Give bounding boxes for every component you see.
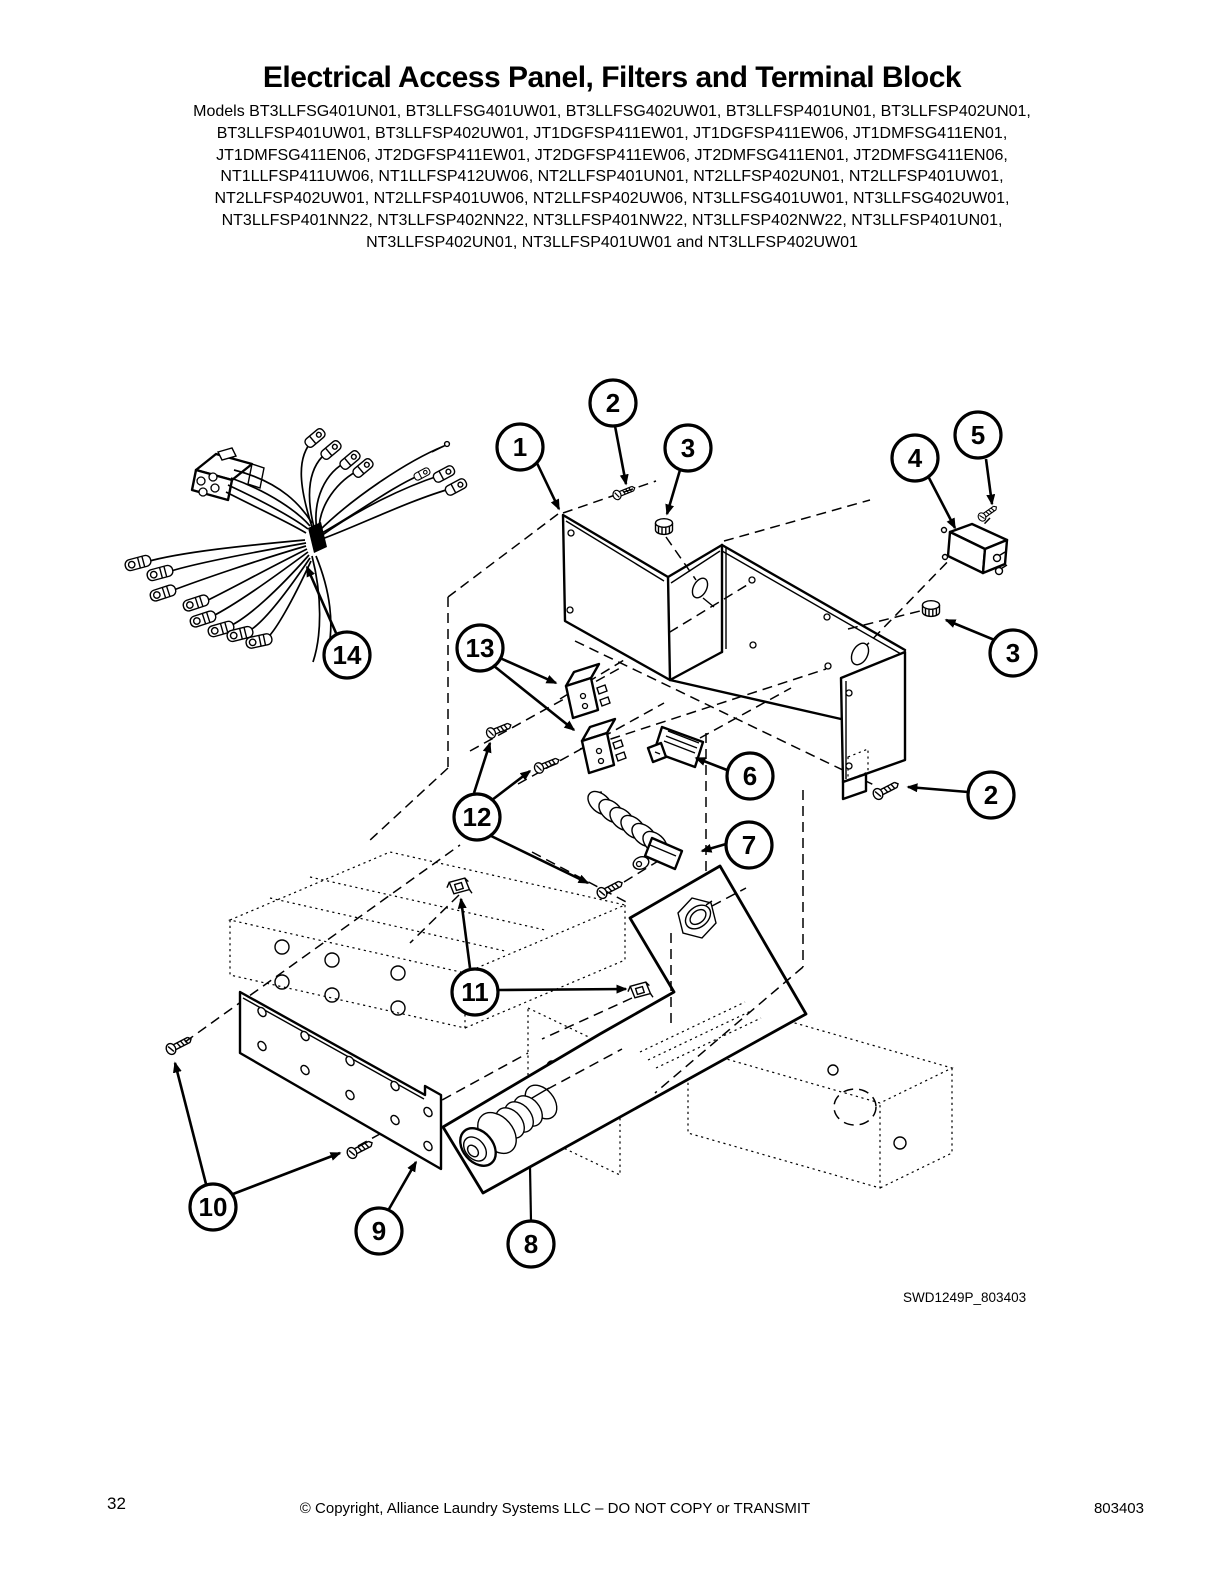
callout-5 [955, 412, 1001, 458]
svg-text:3: 3 [680, 433, 696, 463]
screw-12b [533, 755, 561, 775]
callout-3 [665, 425, 711, 471]
callout-4 [892, 435, 938, 481]
callout-1 [497, 424, 543, 470]
models-line-4: NT1LLFSP411UW06, NT1LLFSP412UW06, NT2LLFSP401UN01, NT2LLFSP402UN01, NT2LLFSP401UW01, [220, 168, 1004, 186]
svg-text:5: 5 [970, 420, 986, 450]
callout-11 [452, 969, 498, 1015]
svg-text:12: 12 [462, 802, 492, 832]
screw-2-right [871, 779, 900, 801]
callout-14 [324, 632, 370, 678]
svg-text:3: 3 [1005, 638, 1021, 668]
screw-12a [485, 720, 513, 740]
page-title: Electrical Access Panel, Filters and Terminal Block [262, 61, 962, 94]
svg-text:14: 14 [332, 640, 362, 670]
callout-6 [727, 753, 773, 799]
callout-8 [508, 1221, 554, 1267]
svg-text:1: 1 [512, 432, 528, 462]
ferrite-coil-7 [584, 787, 682, 871]
clip-nut-11a [446, 877, 472, 896]
callout-13 [457, 625, 503, 671]
screw-10b [345, 1138, 374, 1160]
callout-2 [968, 772, 1014, 818]
connector-6 [648, 727, 703, 767]
callout-2 [590, 380, 636, 426]
figure-reference: SWD1249P_803403 [903, 1290, 1027, 1305]
svg-text:2: 2 [605, 388, 621, 418]
access-panel-bracket [563, 515, 905, 799]
document-number: 803403 [1093, 1500, 1144, 1517]
page-number: 32 [107, 1494, 126, 1513]
callout-12 [454, 794, 500, 840]
phantom-mounting-box [230, 852, 625, 1028]
svg-text:13: 13 [465, 633, 495, 663]
copyright-notice: © Copyright, Alliance Laundry Systems LLC – DO NOT COPY or TRANSMIT [299, 1500, 811, 1517]
models-line-6: NT3LLFSP401NN22, NT3LLFSP402NN22, NT3LLFSP401NW22, NT3LLFSP402NW22, NT3LLFSP401UN01, [221, 211, 1003, 229]
svg-text:11: 11 [461, 977, 489, 1007]
svg-text:2: 2 [983, 780, 999, 810]
svg-text:10: 10 [198, 1192, 228, 1222]
svg-text:8: 8 [523, 1229, 539, 1259]
wire-harness-14 [124, 427, 468, 662]
svg-text:7: 7 [741, 830, 757, 860]
screw-2-top [612, 483, 637, 500]
callout-7 [726, 822, 772, 868]
emi-filter-4 [942, 524, 1008, 575]
svg-text:6: 6 [742, 761, 758, 791]
models-line-5: NT2LLFSP402UW01, NT2LLFSP401UW06, NT2LLFSP402UW06, NT3LLFSG401UW01, NT3LLFSG402UW01, [214, 190, 1010, 208]
svg-text:4: 4 [907, 443, 923, 473]
models-line-7: NT3LLFSP402UN01, NT3LLFSP401UW01 and NT3LLFSP402UW01 [366, 233, 858, 251]
nut-3-top [656, 519, 673, 535]
screw-12c [595, 878, 624, 900]
callout-9 [356, 1208, 402, 1254]
svg-text:9: 9 [371, 1216, 387, 1246]
callout-3 [990, 630, 1036, 676]
models-line-3: JT1DMFSG411EN06, JT2DGFSP411EW01, JT2DGFSP411EW06, JT2DMFSG411EN01, JT2DMFSG411EN06, [216, 146, 1008, 164]
nut-3-right [923, 601, 940, 617]
models-line-1: Models BT3LLFSG401UN01, BT3LLFSG401UW01, BT3LLFSG402UW01, BT3LLFSP401UN01, BT3LLFSP402UN01, [193, 103, 1031, 120]
screw-10a [164, 1034, 193, 1056]
callout-10 [190, 1184, 236, 1230]
models-line-2: BT3LLFSP401UW01, BT3LLFSP402UW01, JT1DGFSP411EW01, JT1DGFSP411EW06, JT1DMFSG411EN01, [216, 124, 1008, 142]
terminal-plate-9 [240, 992, 441, 1169]
